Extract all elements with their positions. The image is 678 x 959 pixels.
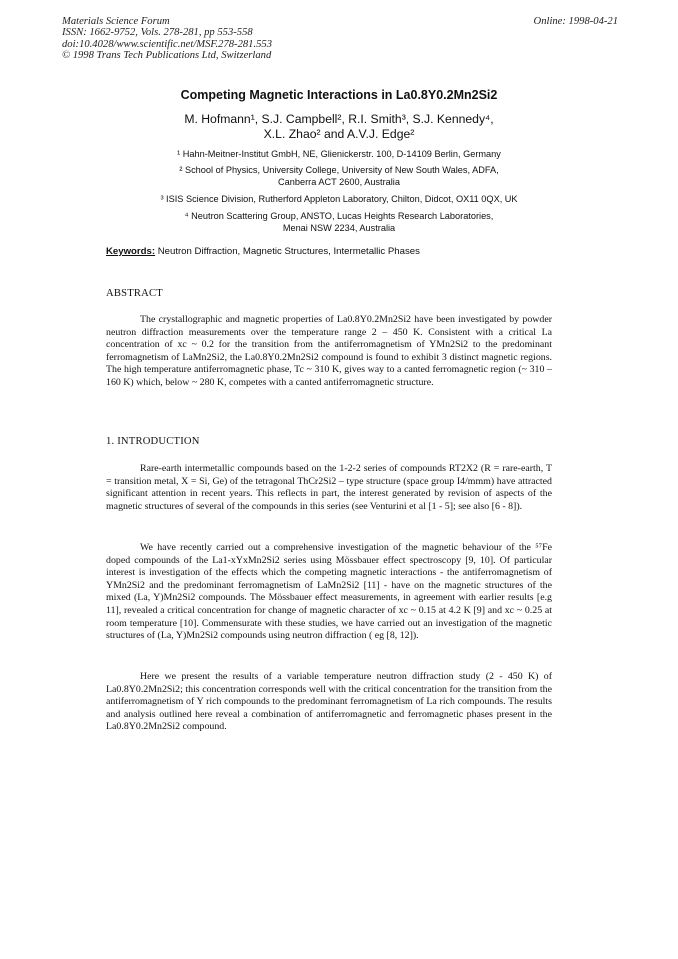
- affiliation-4-cont: Menai NSW 2234, Australia: [282, 223, 396, 233]
- authors-line-2: X.L. Zhao² and A.V.J. Edge²: [263, 127, 415, 141]
- abstract-text: The crystallographic and magnetic properties of La0.8Y0.2Mn2Si2 have been investigated by powder neutron diffraction measurements over the temperature range 2 – 450 K. Consistent with a critical La concentration of xc ~ 0.2 for the transition from the antiferromagnetism of YMn2Si2 to the predominant ferromagnetism of LaMn2Si2, the La0.8Y0.2Mn2Si2 compound is found to exhibit 3 distinct magnetic regions. The high temperature antiferromagnetic phase, Tc ~ 310 K, gives way to a canted ferromagnetic region (~ 310 – 160 K) which, below ~ 280 K, competes with a canted antiferromagnetic structure.: [106, 314, 552, 388]
- copyright-line: © 1998 Trans Tech Publications Ltd, Switzerland: [62, 50, 272, 62]
- author-list: [0, 112, 678, 142]
- keywords-label: Keywords:: [106, 246, 156, 257]
- keywords: [106, 246, 420, 257]
- doi-line: doi:10.4028/www.scientific.net/MSF.278-281.553: [62, 38, 272, 50]
- intro-paragraph-3: Here we present the results of a variable temperature neutron diffraction study (2 - 450 K) of La0.8Y0.2Mn2Si2; this concentration corresponds well with the critical concentration for the transition from the antiferromagnetism of Y rich compounds to the predominant ferromagnetism of La rich compounds. The results and analysis outlined here reveal a combination of antiferromagnetic and ferromagnetic phases present in the La0.8Y0.2Mn2Si2 compound.: [106, 671, 552, 733]
- intro-paragraph-2: We have recently carried out a comprehensive investigation of the magnetic behaviour of the ⁵⁷Fe doped compounds of the La1-xYxMn2Si2 series using Mössbauer effect spectroscopy [9, 10]. Of particular interest is investigation of the effects which the competing magnetic interactions - the antiferromagnetism of YMn2Si2 and the predominant ferromagnetism of LaMn2Si2 [11] - have on the magnetic structures of the mixed (La, Y)Mn2Si2 compounds. The Mössbauer effect measurements, in agreement with earlier results [e.g 11], revealed a critical concentration for change of magnetic character of xc ~ 0.15 at 4.2 K [9] and xc ~ 0.25 at room temperature [10]. Commensurate with these studies, we have carried out an investigation of the magnetic structures of (La, Y)Mn2Si2 compounds using neutron diffraction ( eg [8, 12]).: [106, 542, 552, 642]
- online-date: Online: 1998-04-21: [533, 16, 618, 27]
- abstract-heading: ABSTRACT: [106, 288, 163, 299]
- affiliation-4: ⁴ Neutron Scattering Group, ANSTO, Lucas Heights Research Laboratories,: [184, 211, 494, 221]
- affiliation-1: ¹ Hahn-Meitner-Institut GmbH, NE, Glienickerstr. 100, D-14109 Berlin, Germany: [177, 149, 501, 159]
- affiliation-2: ² School of Physics, University College, University of New South Wales, ADFA,: [179, 165, 499, 175]
- affiliation-2-cont: Canberra ACT 2600, Australia: [278, 177, 400, 187]
- issn-line: ISSN: 1662-9752, Vols. 278-281, pp 553-558: [62, 27, 253, 39]
- journal-name: Materials Science Forum: [62, 16, 170, 27]
- keywords-text: Neutron Diffraction, Magnetic Structures, Intermetallic Phases: [157, 246, 420, 257]
- affiliation-3: ³ ISIS Science Division, Rutherford Appleton Laboratory, Chilton, Didcot, OX11 0QX, UK: [160, 194, 518, 204]
- intro-paragraph-1: Rare-earth intermetallic compounds based on the 1-2-2 series of compounds RT2X2 (R = rare-earth, T = transition metal, X = Si, Ge) of the tetragonal ThCr2Si2 – type structure (space group I4/mmm) have attracted significant attention in recent years. This reflects in part, the interest generated by revision of aspects of the magnetic structures of several of the compounds in this series (see Venturini et al [1 - 5]; see also [6 - 8]).: [106, 463, 552, 512]
- introduction-heading: 1. INTRODUCTION: [106, 436, 200, 447]
- authors-line-1: M. Hofmann¹, S.J. Campbell², R.I. Smith³, S.J. Kennedy⁴,: [184, 112, 494, 126]
- paper-title: Competing Magnetic Interactions in La0.8Y0.2Mn2Si2: [180, 88, 498, 102]
